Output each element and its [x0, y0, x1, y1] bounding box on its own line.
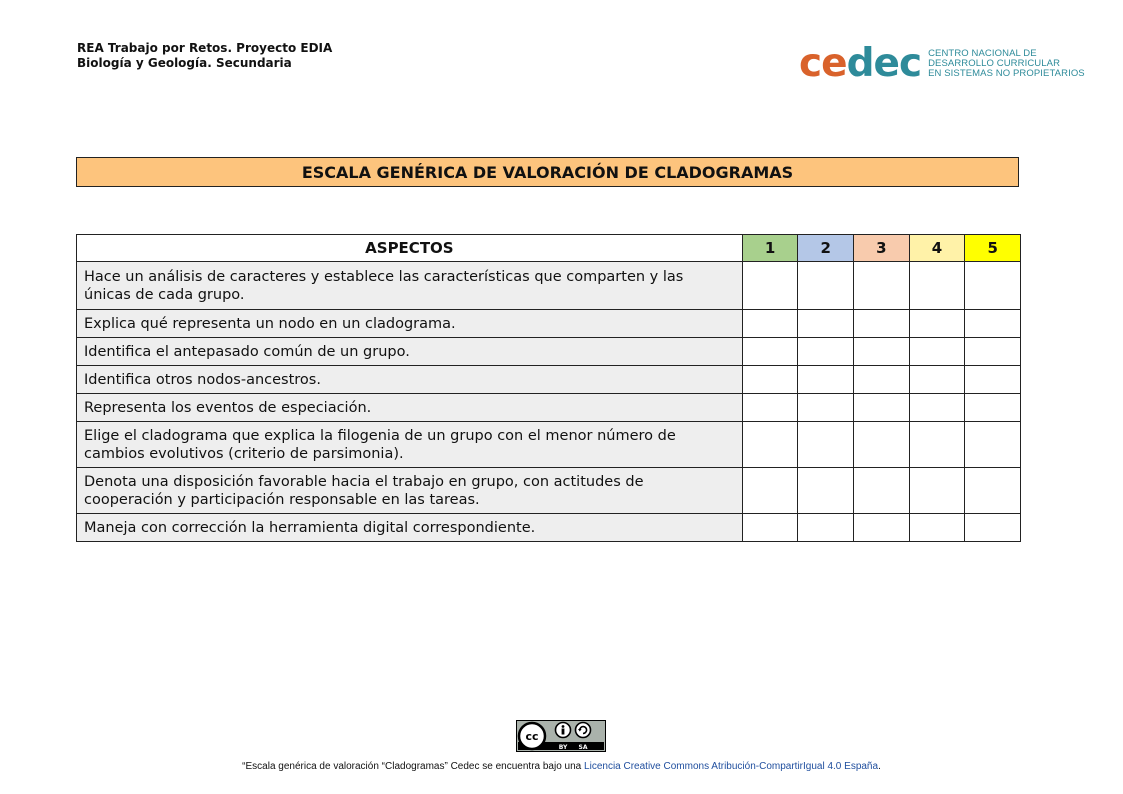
score-header-1: 1 — [742, 235, 798, 262]
table-row — [77, 468, 1021, 514]
aspect-cell: Explica qué representa un nodo en un cladograma. — [77, 310, 743, 338]
score-cell[interactable] — [798, 338, 854, 366]
logo-tagline: CENTRO NACIONAL DE DESARROLLO CURRICULAR EN SISTEMAS NO PROPIETARIOS — [928, 48, 1085, 79]
score-cell[interactable] — [965, 422, 1021, 468]
aspect-cell: Representa los eventos de especiación. — [77, 394, 743, 422]
score-cell[interactable] — [798, 262, 854, 310]
header-subject: Biología y Geología. Secundaria — [77, 56, 292, 70]
aspects-header: ASPECTOS — [77, 235, 743, 262]
rubric-table — [76, 234, 1021, 542]
score-header-5: 5 — [965, 235, 1021, 262]
score-cell[interactable] — [742, 310, 798, 338]
score-cell[interactable] — [854, 310, 910, 338]
aspect-cell: Elige el cladograma que explica la filogenia de un grupo con el menor número de cambios evolutivos (criterio de parsimonia). — [77, 422, 743, 468]
cc-mark: cc — [525, 730, 539, 743]
creative-commons-by-sa-icon[interactable] — [516, 720, 606, 752]
score-header-3: 3 — [854, 235, 910, 262]
document-header — [77, 41, 332, 71]
score-cell[interactable] — [854, 338, 910, 366]
score-cell[interactable] — [854, 422, 910, 468]
score-cell[interactable] — [854, 468, 910, 514]
score-cell[interactable] — [742, 394, 798, 422]
license-link[interactable]: Licencia Creative Commons Atribución-CompartirIgual 4.0 España — [584, 761, 879, 772]
license-footer — [0, 761, 1123, 772]
page-title: ESCALA GENÉRICA DE VALORACIÓN DE CLADOGRAMAS — [76, 157, 1019, 187]
sa-label: SA — [578, 744, 588, 751]
score-cell[interactable] — [742, 366, 798, 394]
score-cell[interactable] — [965, 310, 1021, 338]
score-cell[interactable] — [909, 394, 965, 422]
score-cell[interactable] — [742, 468, 798, 514]
logo-wordmark: cedec — [799, 41, 922, 86]
score-cell[interactable] — [965, 514, 1021, 542]
aspect-cell: Identifica el antepasado común de un grupo. — [77, 338, 743, 366]
aspect-cell: Maneja con corrección la herramienta digital correspondiente. — [77, 514, 743, 542]
table-row — [77, 338, 1021, 366]
score-cell[interactable] — [798, 310, 854, 338]
score-cell[interactable] — [742, 262, 798, 310]
score-header-4: 4 — [909, 235, 965, 262]
footer-end: . — [878, 761, 881, 772]
table-row — [77, 310, 1021, 338]
score-cell[interactable] — [909, 514, 965, 542]
score-cell[interactable] — [854, 366, 910, 394]
score-cell[interactable] — [909, 468, 965, 514]
score-cell[interactable] — [854, 262, 910, 310]
table-row — [77, 514, 1021, 542]
aspect-cell: Denota una disposición favorable hacia el trabajo en grupo, con actitudes de cooperación y participación responsable en las tareas. — [77, 468, 743, 514]
score-cell[interactable] — [742, 514, 798, 542]
score-header-2: 2 — [798, 235, 854, 262]
table-header-row — [77, 235, 1021, 262]
table-row — [77, 394, 1021, 422]
score-cell[interactable] — [798, 514, 854, 542]
score-cell[interactable] — [909, 310, 965, 338]
table-row — [77, 262, 1021, 310]
score-cell[interactable] — [965, 338, 1021, 366]
score-cell[interactable] — [798, 422, 854, 468]
footer-text: “Escala genérica de valoración “Cladogramas” Cedec se encuentra bajo una — [242, 761, 585, 772]
aspect-cell: Hace un análisis de caracteres y establece las características que comparten y las únicas de cada grupo. — [77, 262, 743, 310]
table-row — [77, 422, 1021, 468]
score-cell[interactable] — [965, 366, 1021, 394]
score-cell[interactable] — [909, 422, 965, 468]
table-row — [77, 366, 1021, 394]
score-cell[interactable] — [798, 468, 854, 514]
score-cell[interactable] — [854, 514, 910, 542]
cedec-logo — [799, 41, 1085, 86]
aspect-cell: Identifica otros nodos-ancestros. — [77, 366, 743, 394]
score-cell[interactable] — [798, 366, 854, 394]
score-cell[interactable] — [965, 468, 1021, 514]
score-cell[interactable] — [909, 366, 965, 394]
by-label: BY — [558, 744, 568, 751]
score-cell[interactable] — [798, 394, 854, 422]
score-cell[interactable] — [742, 422, 798, 468]
score-cell[interactable] — [965, 262, 1021, 310]
score-cell[interactable] — [742, 338, 798, 366]
score-cell[interactable] — [909, 338, 965, 366]
header-project: REA Trabajo por Retos. Proyecto EDIA — [77, 41, 333, 55]
score-cell[interactable] — [965, 394, 1021, 422]
score-cell[interactable] — [909, 262, 965, 310]
score-cell[interactable] — [854, 394, 910, 422]
